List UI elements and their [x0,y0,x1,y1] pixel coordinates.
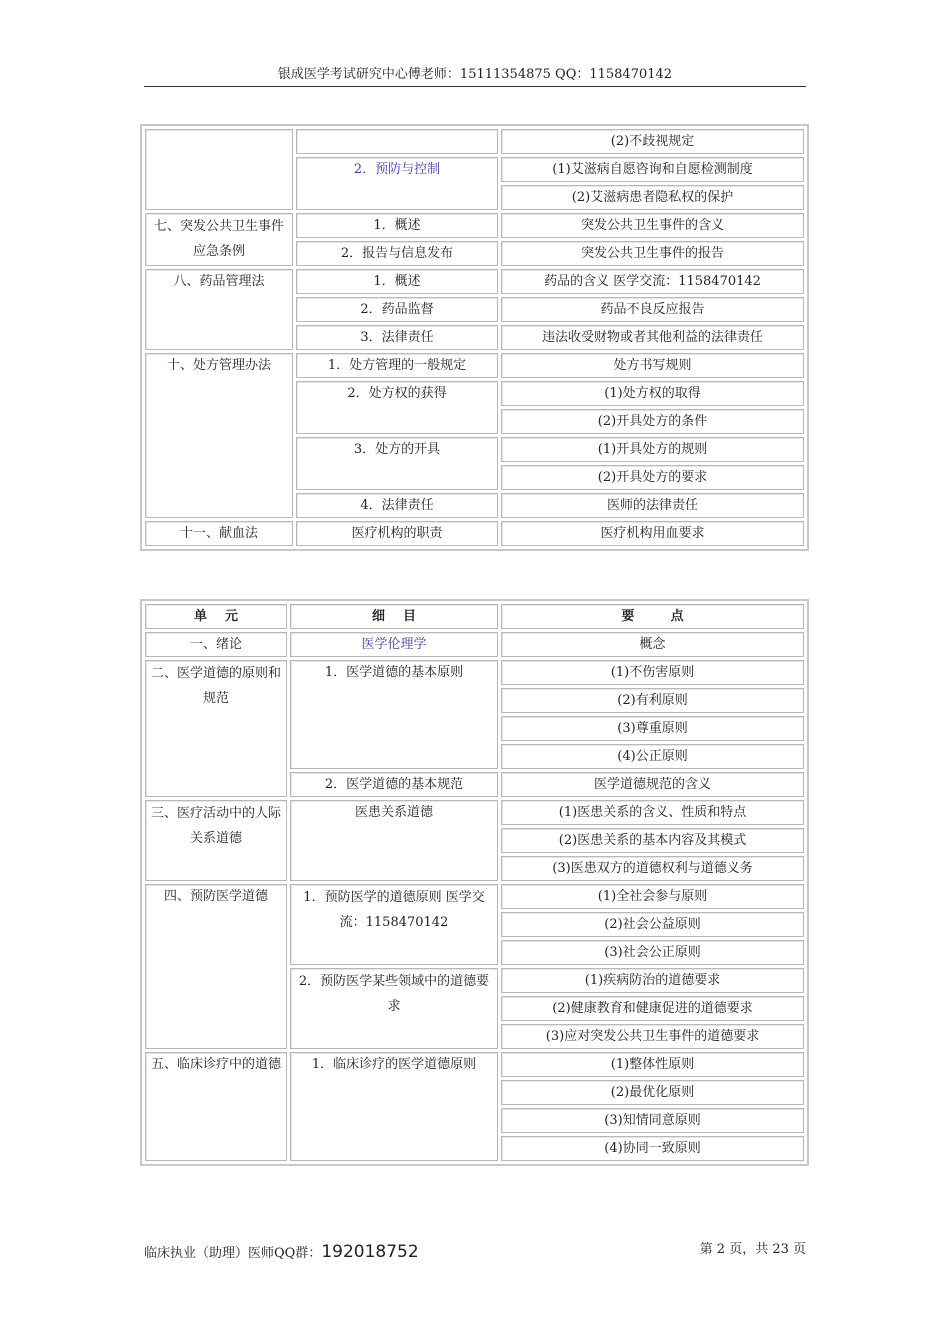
table-cell: (1)全社会参与原则 [501,884,804,909]
table-cell [296,129,498,154]
table-cell: (4)公正原则 [501,744,804,769]
table-cell: (1)疾病防治的道德要求 [501,968,804,993]
unit-cell: 八、药品管理法 [145,269,293,350]
table-cell: (1)不伤害原则 [501,660,804,685]
table-cell: (1)整体性原则 [501,1052,804,1077]
table-cell: 1．处方管理的一般规定 [296,353,498,378]
table-cell: 突发公共卫生事件的报告 [501,241,804,266]
table-cell: (1)处方权的取得 [501,381,804,406]
table-cell: (2)有利原则 [501,688,804,713]
table-cell: 3．法律责任 [296,325,498,350]
unit-cell: 五、临床诊疗中的道德 [145,1052,287,1161]
table-cell: (3)医患双方的道德权利与道德义务 [501,856,804,881]
table-cell: (2)艾滋病患者隐私权的保护 [501,185,804,210]
table-cell: 概念 [501,632,804,657]
ethics-table [140,599,809,1166]
table-cell: 医师的法律责任 [501,493,804,518]
table-cell: (3)尊重原则 [501,716,804,741]
table-cell: (4)协同一致原则 [501,1136,804,1161]
table-cell: 医学道德规范的含义 [501,772,804,797]
unit-cell: 一、绪论 [145,632,287,657]
table-cell: 2．预防医学某些领域中的道德要求 [290,968,498,1049]
table-cell: (3)社会公正原则 [501,940,804,965]
medical-ethics-link[interactable]: 医学伦理学 [361,637,427,652]
table-cell: (1)艾滋病自愿咨询和自愿检测制度 [501,157,804,182]
unit-cell: 十、处方管理办法 [145,353,293,518]
table-cell: 违法收受财物或者其他利益的法律责任 [501,325,804,350]
header-cell: 细 目 [290,604,498,629]
table-cell: 1．概述 [296,269,498,294]
table-cell: 2．处方权的获得 [296,381,498,434]
table-cell: (2)最优化原则 [501,1080,804,1105]
table-cell: 医患关系道德 [290,800,498,881]
unit-cell: 二、医学道德的原则和规范 [145,660,287,797]
header-cell: 单 元 [145,604,287,629]
table-cell: 1．概述 [296,213,498,238]
table-cell: (3)知情同意原则 [501,1108,804,1133]
table-cell: 2．药品监督 [296,297,498,322]
table-cell: (2)社会公益原则 [501,912,804,937]
table-cell: (2)开具处方的条件 [501,409,804,434]
prevention-control-link[interactable]: 2．预防与控制 [353,162,441,177]
table-cell: 2．报告与信息发布 [296,241,498,266]
table-cell[interactable] [296,157,498,210]
table-cell: 医疗机构的职责 [296,521,498,546]
table-cell [145,129,293,210]
page-number: 第 2 页，共 23 页 [699,1242,806,1257]
unit-cell: 四、预防医学道德 [145,884,287,1049]
table-cell: (2)医患关系的基本内容及其模式 [501,828,804,853]
table-cell: 1．预防医学的道德原则 医学交流：1158470142 [290,884,498,965]
table-cell: (2)不歧视规定 [501,129,804,154]
table-cell: 3．处方的开具 [296,437,498,490]
table-cell: 处方书写规则 [501,353,804,378]
unit-cell: 三、医疗活动中的人际关系道德 [145,800,287,881]
unit-cell: 十一、献血法 [145,521,293,546]
table-cell: 4．法律责任 [296,493,498,518]
page-header: 银成医学考试研究中心傅老师：15111354875 QQ：1158470142 [144,64,806,87]
table-cell: 2．医学道德的基本规范 [290,772,498,797]
table-cell: 药品不良反应报告 [501,297,804,322]
header-cell: 要 点 [501,604,804,629]
table-cell: (2)健康教育和健康促进的道德要求 [501,996,804,1021]
table-cell: 1．医学道德的基本原则 [290,660,498,769]
table-cell: (1)开具处方的规则 [501,437,804,462]
table-cell: (2)开具处方的要求 [501,465,804,490]
table-cell: (1)医患关系的含义、性质和特点 [501,800,804,825]
table-cell: 1．临床诊疗的医学道德原则 [290,1052,498,1161]
footer-label: 临床执业（助理）医师QQ群： [144,1246,322,1261]
qq-group-number: 192018752 [321,1242,419,1262]
table-cell: 医疗机构用血要求 [501,521,804,546]
footer-qq-group [144,1240,419,1266]
table-cell: (3)应对突发公共卫生事件的道德要求 [501,1024,804,1049]
unit-cell: 七、突发公共卫生事件应急条例 [145,213,293,266]
table-cell[interactable] [290,632,498,657]
table-cell: 突发公共卫生事件的含义 [501,213,804,238]
table-cell: 药品的含义 医学交流：1158470142 [501,269,804,294]
law-table [140,124,809,551]
